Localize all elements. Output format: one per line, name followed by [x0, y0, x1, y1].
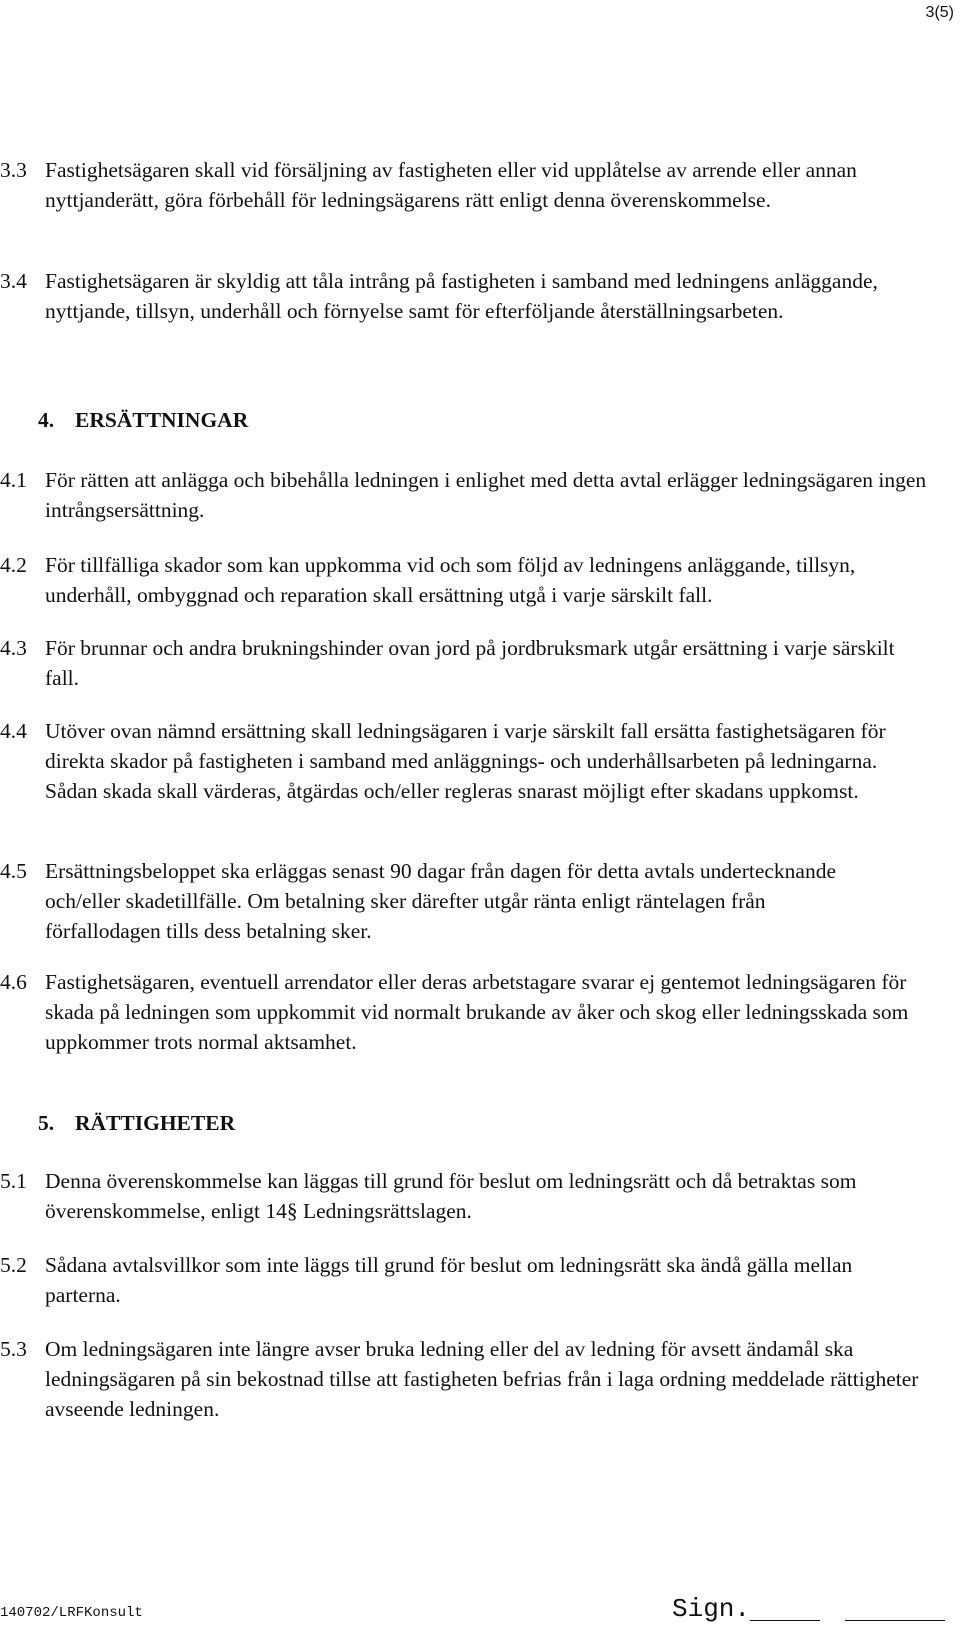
paragraph-5-2 — [0, 1250, 946, 1310]
paragraph-number: 4.1 — [0, 468, 27, 492]
paragraph-4-3 — [0, 633, 946, 693]
paragraph-text: Utöver ovan nämnd ersättning skall ledningsägaren i varje särskilt fall ersätta fastighetsägaren för direkta skador på fastigheten i samband med anläggnings- och underhållsarbeten på ledningarna. Sådan skada skall värderas, åtgärdas och/eller regleras snarast möjligt efter skadans uppkomst. — [45, 719, 886, 803]
paragraph-number: 5.1 — [0, 1169, 27, 1193]
paragraph-text: Ersättningsbeloppet ska erläggas senast 90 dagar från dagen för detta avtals undertecknande och/eller skadetillfälle. Om betalning sker därefter utgår ränta enligt räntelagen från förfallodagen tills dess betalning sker. — [45, 859, 837, 943]
paragraph-4-5 — [0, 856, 946, 946]
heading-number: 4. — [38, 408, 55, 432]
heading-number: 5. — [38, 1111, 55, 1135]
paragraph-5-1 — [0, 1166, 946, 1226]
paragraph-text: Om ledningsägaren inte längre avser bruka ledning eller del av ledning för avsett ändamål ska ledningsägaren på sin bekostnad tillse att fastigheten befrias från i laga ordning meddelade rättigheter avseende ledningen. — [45, 1337, 919, 1421]
paragraph-text: Sådana avtalsvillkor som inte läggs till grund för beslut om ledningsrätt ska ändå gälla mellan parterna. — [45, 1253, 853, 1307]
section-heading-4 — [38, 405, 248, 435]
paragraph-3-4 — [0, 266, 946, 326]
paragraph-text: Fastighetsägaren skall vid försäljning av fastigheten eller vid upplåtelse av arrende eller annan nyttjanderätt, göra förbehåll för ledningsägarens rätt enligt denna överenskommelse. — [45, 158, 857, 212]
paragraph-4-2 — [0, 550, 946, 610]
heading-title: RÄTTIGHETER — [75, 1111, 236, 1135]
paragraph-4-4 — [0, 716, 946, 806]
paragraph-number: 4.6 — [0, 970, 27, 994]
footer-reference: 140702/LRFKonsult — [0, 1605, 143, 1621]
paragraph-text: Fastighetsägaren är skyldig att tåla intrång på fastigheten i samband med ledningens anläggande, nyttjande, tillsyn, underhåll och förnyelse samt för efterföljande återställningsarbeten. — [45, 269, 878, 323]
paragraph-5-3 — [0, 1334, 946, 1424]
paragraph-number: 5.2 — [0, 1253, 27, 1277]
paragraph-number: 3.4 — [0, 269, 27, 293]
section-heading-5 — [38, 1108, 235, 1138]
paragraph-3-3 — [0, 155, 946, 215]
paragraph-number: 3.3 — [0, 158, 27, 182]
signature-line — [845, 1620, 945, 1621]
heading-title: ERSÄTTNINGAR — [75, 408, 249, 432]
paragraph-4-6 — [0, 967, 946, 1057]
paragraph-number: 4.5 — [0, 859, 27, 883]
paragraph-text: För rätten att anlägga och bibehålla ledningen i enlighet med detta avtal erlägger ledningsägaren ingen intrångsersättning. — [45, 468, 927, 522]
paragraph-number: 4.3 — [0, 636, 27, 660]
page-number: 3(5) — [925, 4, 954, 21]
paragraph-text: Fastighetsägaren, eventuell arrendator eller deras arbetstagare svarar ej gentemot ledningsägaren för skada på ledningen som uppkommit vid normalt brukande av åker och skog eller ledningsskada som uppkommer trots normal aktsamhet. — [45, 970, 909, 1054]
paragraph-text: För brunnar och andra brukningshinder ovan jord på jordbruksmark utgår ersättning i varje särskilt fall. — [45, 636, 895, 690]
paragraph-4-1 — [0, 465, 946, 525]
paragraph-number: 4.2 — [0, 553, 27, 577]
sign-label: Sign. — [672, 1594, 751, 1624]
paragraph-number: 5.3 — [0, 1337, 27, 1361]
signature-line — [750, 1620, 820, 1621]
paragraph-text: Denna överenskommelse kan läggas till grund för beslut om ledningsrätt och då betraktas som överenskommelse, enligt 14§ Ledningsrättslagen. — [45, 1169, 857, 1223]
paragraph-text: För tillfälliga skador som kan uppkomma vid och som följd av ledningens anläggande, tillsyn, underhåll, ombyggnad och reparation skall ersättning utgå i varje särskilt fall. — [45, 553, 856, 607]
paragraph-number: 4.4 — [0, 719, 27, 743]
